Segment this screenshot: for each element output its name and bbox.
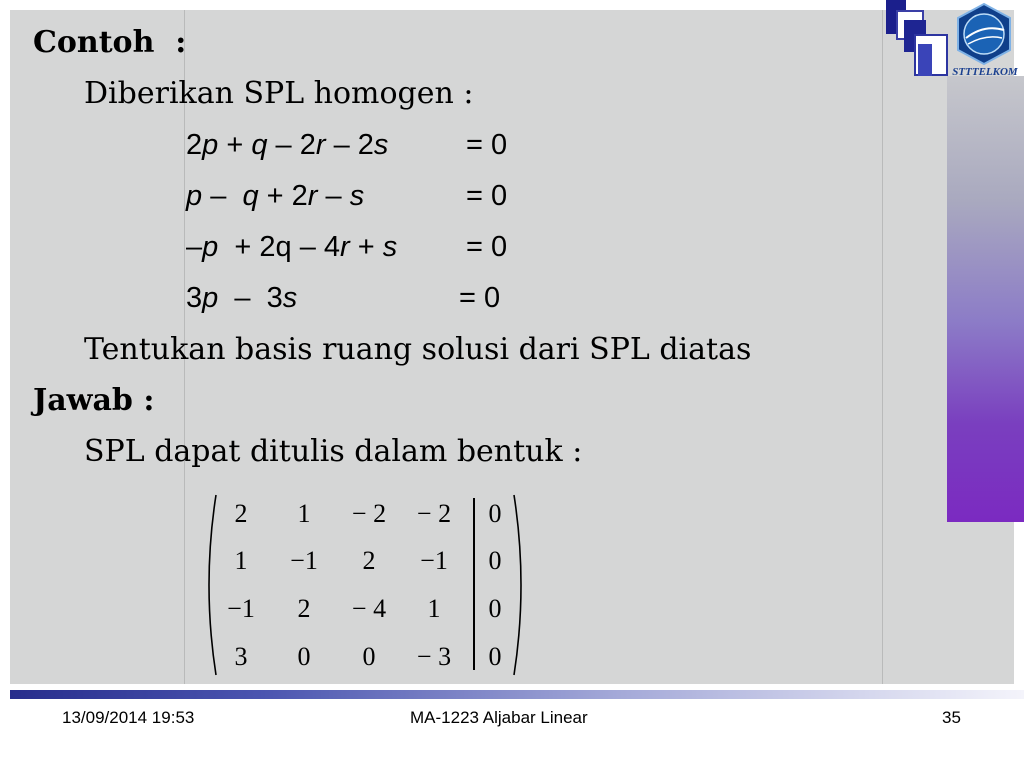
equation-1-lhs: 2p + q – 2r – 2s [186,129,389,161]
equation-1-rhs: = 0 [466,129,508,161]
matrix-cell: − 3 [416,642,452,671]
matrix-cell: −1 [290,546,318,575]
problem-intro: Diberikan SPL homogen : [84,76,474,111]
matrix-cell: − 2 [416,499,452,528]
matrix-cell: 0 [488,499,502,528]
matrix-cell: 0 [297,642,311,671]
matrix-cell: 0 [362,642,376,671]
footer-divider [10,690,1024,699]
equation-3-rhs: = 0 [466,231,508,263]
matrix-cell: 3 [234,642,248,671]
footer-course: MA-1223 Aljabar Linear [410,708,588,727]
footer-datetime: 13/09/2014 19:53 [62,708,195,727]
decorative-gradient-bar [947,76,1024,522]
logo-text: STTTELKOM [952,66,1018,78]
matrix-cell: −1 [420,546,448,575]
guide-line-right [882,10,883,684]
equation-4-lhs: 3p – 3s [186,282,298,314]
matrix-cell: 0 [488,546,502,575]
matrix-cell: 2 [297,594,311,623]
equation-4-rhs: = 0 [459,282,501,314]
decorative-square [918,44,932,76]
equation-2-lhs: p – q + 2r – s [186,180,365,212]
logo [944,0,1024,80]
equation-2-rhs: = 0 [466,180,508,212]
jawab-heading: Jawab : [33,383,155,418]
contoh-heading: Contoh : [33,25,187,60]
equation-3-lhs: –p + 2q – 4r + s [186,231,398,263]
matrix-cell: 0 [488,642,502,671]
augmented-matrix [200,492,530,678]
matrix-cell: 1 [297,499,311,528]
matrix-cell: 2 [362,546,376,575]
matrix-cell: 2 [234,499,248,528]
answer-intro: SPL dapat ditulis dalam bentuk : [84,434,583,469]
matrix-cell: − 2 [351,499,387,528]
matrix-cell: 0 [488,594,502,623]
matrix-cell: 1 [427,594,441,623]
footer-page-number: 35 [942,708,961,727]
matrix-cell: − 4 [351,594,387,623]
matrix-cell: −1 [227,594,255,623]
matrix-cell: 1 [234,546,248,575]
problem-task: Tentukan basis ruang solusi dari SPL diatas [84,332,752,367]
